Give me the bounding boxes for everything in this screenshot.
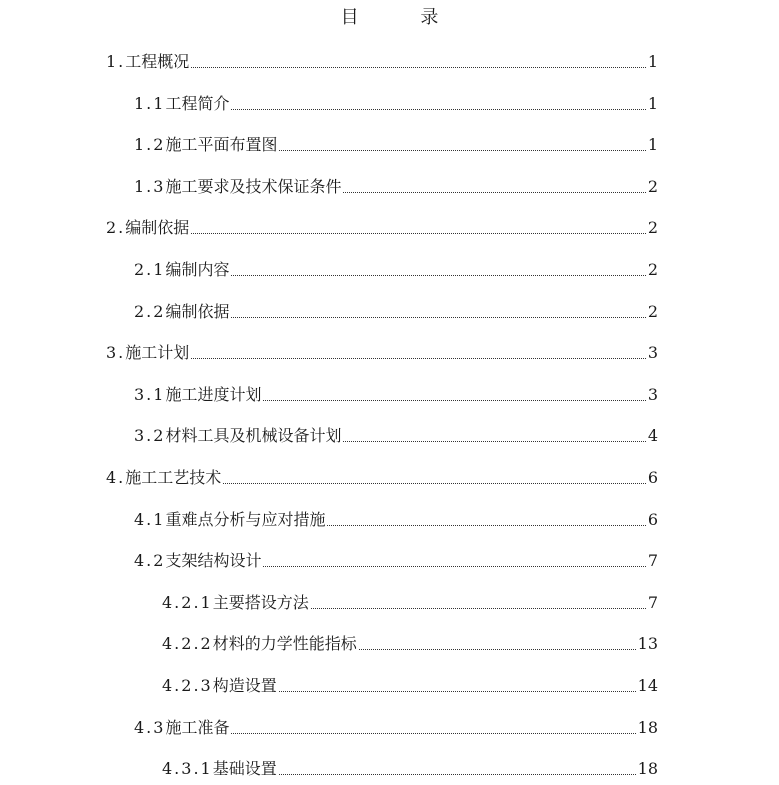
toc-entry[interactable] [106,340,658,364]
toc-entry-number: 4.2 [134,551,166,571]
dot-leader [231,316,645,318]
toc-entry-title: 编制内容 [165,260,230,279]
toc-entry[interactable] [134,91,658,115]
dot-leader [279,149,645,151]
toc-title: 目 录 [340,7,467,28]
toc-entry-number: 3.1 [134,384,166,404]
toc-entry-title: 工程简介 [165,93,230,113]
toc-entry-number: 1.3 [134,176,166,196]
toc-entry-page: 1 [647,93,658,113]
toc-entry-number: 1.2 [134,135,166,155]
toc-entry[interactable] [134,299,658,323]
toc-entry-title: 施工进度计划 [165,384,262,404]
toc-entry[interactable] [106,465,658,489]
toc-entry-number: 2. [106,218,126,238]
toc-entry-number: 4.3 [134,717,166,737]
toc-entry-title: 施工计划 [125,343,190,363]
toc-entry-title: 支架结构设计 [165,551,262,571]
dot-leader [191,66,646,68]
toc-entry[interactable] [162,673,658,697]
toc-entry-number: 2.2 [134,301,166,321]
toc-entry-page: 2 [647,218,658,238]
dot-leader [359,648,636,650]
dot-leader [231,274,645,276]
toc-entry-title: 重难点分析与应对措施 [165,509,326,529]
dot-leader [327,524,645,526]
toc-entry-number: 4.1 [134,509,166,529]
toc-entry-number: 2.1 [134,260,166,279]
toc-entry-title: 构造设置 [212,676,277,695]
toc-entry-page: 2 [647,301,658,321]
dot-leader [263,399,645,401]
toc-entry-title: 编制依据 [125,218,190,238]
toc-entry-title: 施工平面布置图 [165,135,278,155]
toc-entry-title: 材料的力学性能指标 [212,634,357,654]
dot-leader [279,773,636,775]
dot-leader [231,108,645,110]
toc-entry-number: 4.2.1 [162,592,213,612]
toc-entry-page: 13 [637,634,658,654]
toc-entry-page: 6 [647,468,658,487]
toc-entry-number: 1.1 [134,93,166,113]
toc-entry-page: 18 [637,759,658,779]
dot-leader [223,482,646,484]
toc-entry-title: 施工工艺技术 [125,468,222,487]
toc-entry[interactable] [134,382,658,406]
toc-entry-number: 4.3.1 [162,759,213,779]
dot-leader [343,191,645,193]
toc-entry[interactable] [106,215,658,239]
toc-entry-title: 施工要求及技术保证条件 [165,176,342,196]
toc-entry[interactable] [106,49,658,73]
dot-leader [191,232,646,234]
dot-leader [263,565,645,567]
dot-leader [343,440,645,442]
dot-leader [191,357,646,359]
toc-entry-page: 2 [647,176,658,196]
toc-entry[interactable] [134,132,658,156]
toc-entry-page: 3 [647,343,658,363]
toc-entry-page: 4 [647,426,658,446]
toc-entry-page: 7 [647,551,658,571]
toc-entry[interactable] [134,174,658,198]
toc-entry-page: 6 [647,509,658,529]
dot-leader [279,690,636,692]
toc-entry-number: 4. [106,468,126,487]
toc-entry-page: 14 [637,676,658,695]
toc-entry-page: 1 [647,135,658,155]
toc-entry[interactable] [162,631,658,655]
toc-entry-number: 4.2.2 [162,634,213,654]
toc-entry-title: 基础设置 [212,759,277,779]
dot-leader [231,732,635,734]
toc-entry[interactable] [134,548,658,572]
toc-entry-page: 2 [647,260,658,279]
toc-entry-page: 7 [647,592,658,612]
toc-entry[interactable] [162,756,658,780]
toc-entry[interactable] [162,590,658,614]
toc-entry-title: 主要搭设方法 [212,592,309,612]
toc-entry-title: 编制依据 [165,301,230,321]
toc-entry[interactable] [134,507,658,531]
toc-entry-number: 4.2.3 [162,676,213,695]
toc-entry-title: 工程概况 [125,52,190,71]
toc-entry-page: 3 [647,384,658,404]
toc-entry[interactable] [134,423,658,447]
toc-entry-number: 1. [106,52,126,71]
toc-entry[interactable] [134,257,658,281]
toc-entry[interactable] [134,715,658,739]
toc-entry-page: 18 [637,717,658,737]
dot-leader [311,607,646,609]
toc-entry-title: 材料工具及机械设备计划 [165,426,342,446]
toc-entry-number: 3. [106,343,126,363]
toc-entry-title: 施工准备 [165,717,230,737]
toc-entry-number: 3.2 [134,426,166,446]
toc-entry-page: 1 [647,52,658,71]
